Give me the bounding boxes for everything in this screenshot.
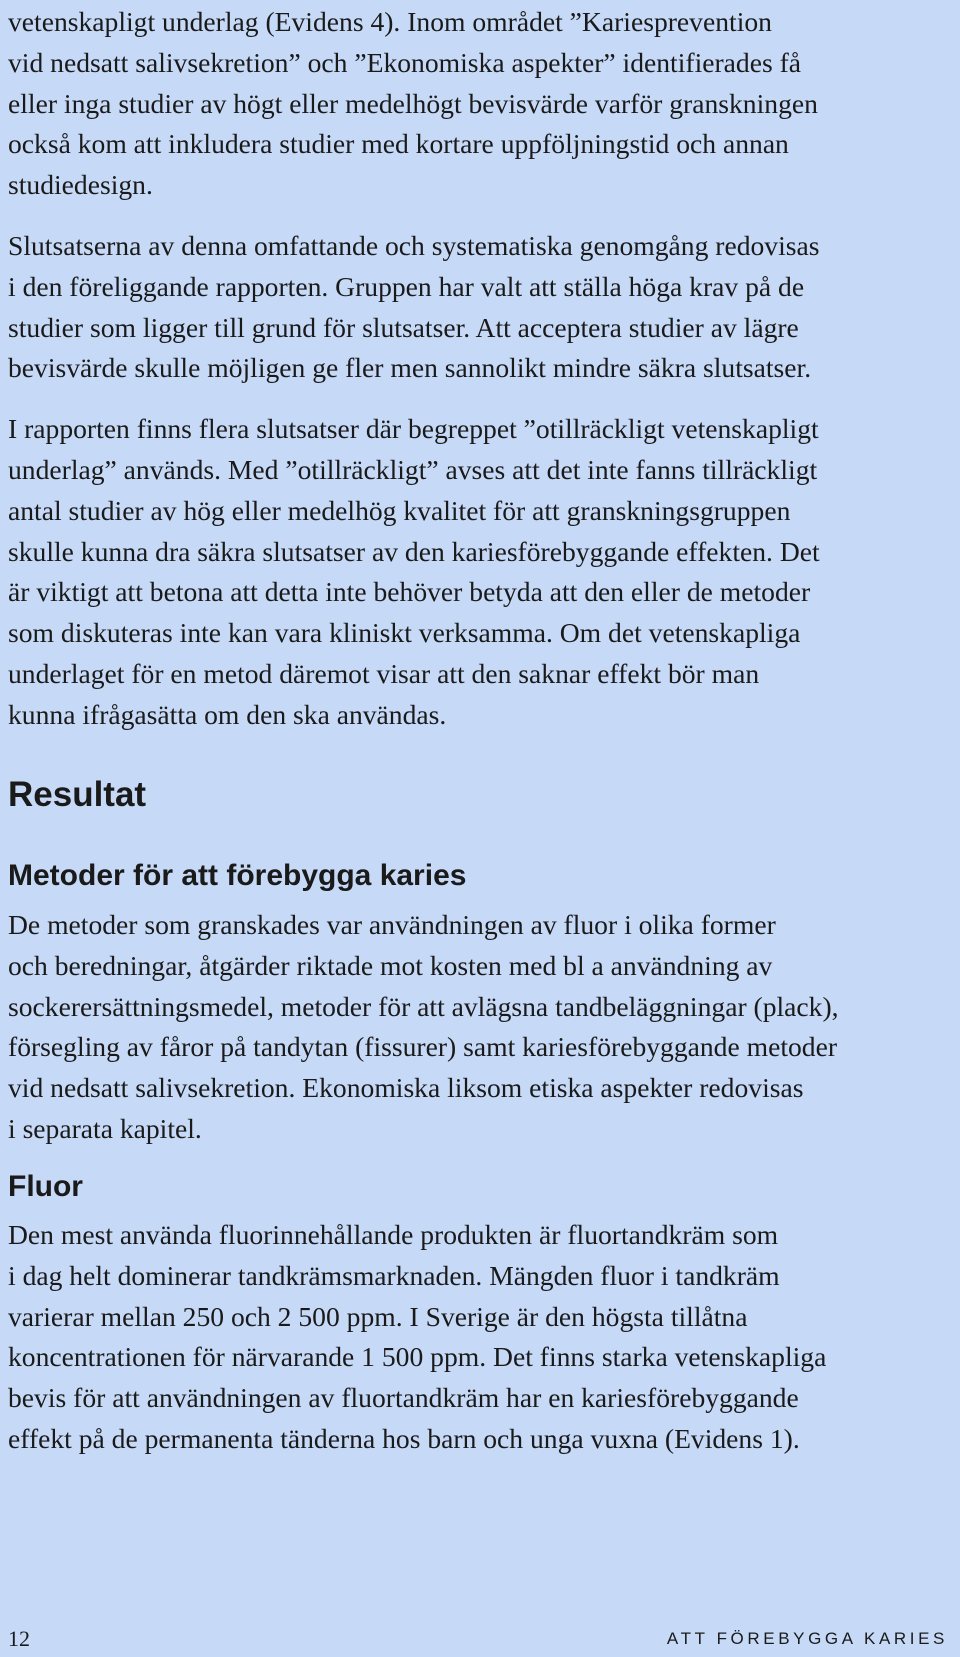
subsection-heading-fluor: Fluor (8, 1170, 83, 1203)
paragraph-methods: De metoder som granskades var användningen av fluor i olika former och beredningar, åtgärder riktade mot kosten med bl a användning av sockerersättningsmedel, metoder för att avlägsna tandbeläggningar (plack), försegling av fåror på tandytan (fissurer) samt kariesförebyggande metoder vid nedsatt salivsekretion. Ekonomiska liksom etiska aspekter redovisas i separata kapitel. (8, 909, 839, 1144)
paragraph-evidence-note: vetenskapligt underlag (Evidens 4). Inom området ”Kariesprevention vid nedsatt salivsekretion” och ”Ekonomiska aspekter” identifierades få eller inga studier av högt eller medelhögt bevisvärde varför granskningen också kom att inkludera studier med kortare uppföljningstid och annan studiedesign. (8, 6, 818, 201)
subsection-methods-body (8, 905, 948, 1170)
running-title: ATT FÖREBYGGA KARIES (666, 1629, 948, 1648)
subsection-heading-methods: Metoder för att förebygga karies (8, 859, 467, 892)
subsection-fluor-body (8, 1215, 948, 1480)
paragraph-fluor: Den mest använda fluorinnehållande produkten är fluortandkräm som i dag helt dominerar tandkrämsmarknaden. Mängden fluor i tandkräm varierar mellan 250 och 2 500 ppm. I Sverige är den högsta tillåtna koncentrationen för närvarande 1 500 ppm. Det finns starka vetenskapliga bevis för att användningen av fluortandkräm har en kariesförebyggande effekt på de permanenta tänderna hos barn och unga vuxna (Evidens 1). (8, 1219, 827, 1454)
page-number: 12 (8, 1626, 30, 1651)
paragraph-block-top (8, 2, 948, 756)
paragraph-conclusions: Slutsatserna av denna omfattande och systematiska genomgång redovisas i den föreliggande rapporten. Gruppen har valt att ställa höga krav på de studier som ligger till grund för slutsatser. Att acceptera studier av lägre bevisvärde skulle möjligen ge fler men sannolikt mindre säkra slutsatser. (8, 229, 820, 384)
section-heading-resultat: Resultat (8, 775, 147, 814)
paragraph-insufficient-evidence: I rapporten finns flera slutsatser där begreppet ”otillräckligt vetenskapligt underlag” används. Med ”otillräckligt” avses att det inte fanns tillräckligt antal studier av hög eller medelhög kvalitet för att granskningsgruppen skulle kunna dra säkra slutsatser av den kariesförebyggande effekten. Det är viktigt att betona att detta inte behöver betyda att den eller de metoder som diskuteras inte kan vara kliniskt verksamma. Om det vetenskapliga underlaget för en metod däremot visar att den saknar effekt bör man kunna ifrågasätta om den ska användas. (8, 413, 820, 730)
